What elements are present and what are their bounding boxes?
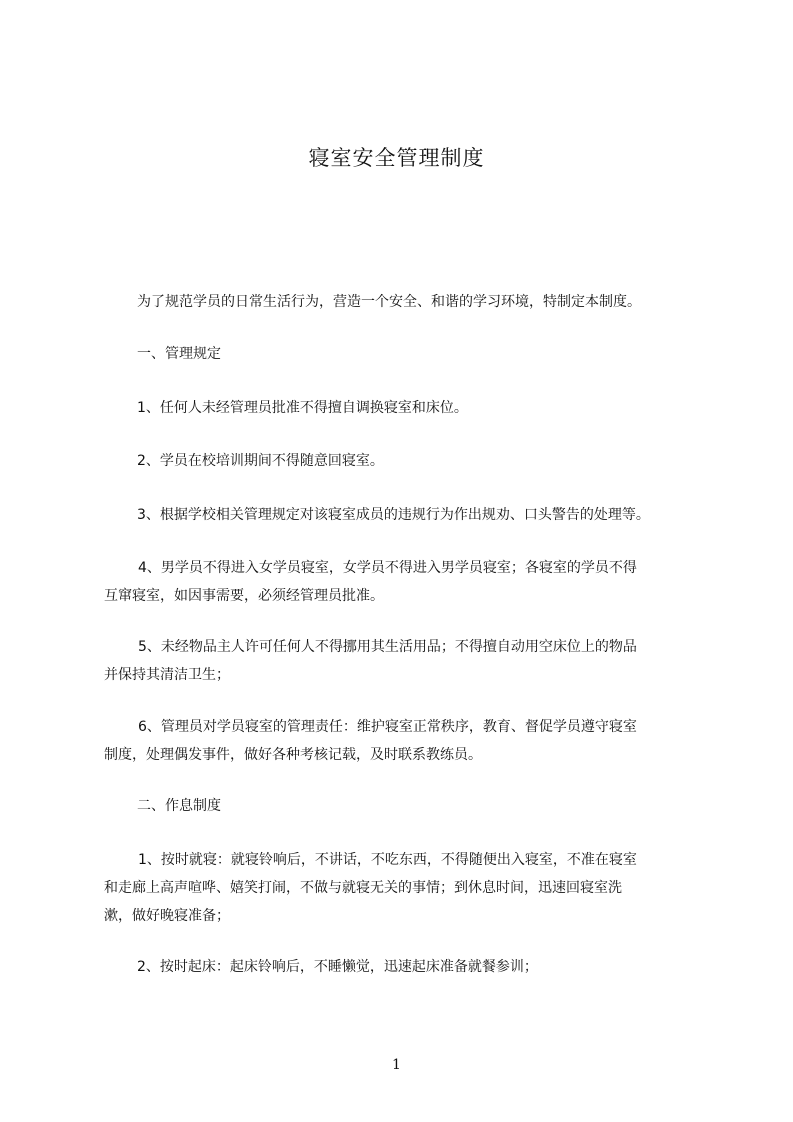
section-1-heading xyxy=(137,340,743,368)
document-title: 寝室安全管理制度 xyxy=(308,146,485,170)
section-heading-text: 一、管理规定 xyxy=(137,346,221,362)
section-heading-text: 二、作息制度 xyxy=(137,798,221,814)
rule-line: 漱，做好晚寝准备； xyxy=(104,908,230,924)
rule-1-3 xyxy=(137,501,743,529)
rule-1-6 xyxy=(104,713,710,769)
rule-line: 制度，处理偶发事件，做好各种考核记载，及时联系教练员。 xyxy=(104,747,482,763)
rule-line: 1、按时就寝：就寝铃响后，不讲话，不吃东西，不得随便出入寝室，不准在寝室 xyxy=(138,852,637,868)
rule-line: 2、按时起床：起床铃响后，不睡懒觉，迅速起床准备就餐参训； xyxy=(137,959,538,975)
rule-1-1 xyxy=(137,394,743,422)
rule-line: 3、根据学校相关管理规定对该寝室成员的违规行为作出规劝、口头警告的处理等。 xyxy=(137,507,650,523)
rule-line: 互窜寝室，如因事需要，必须经管理员批准。 xyxy=(104,588,384,604)
rule-line: 并保持其清洁卫生； xyxy=(104,667,230,683)
rule-line: 1、任何人未经管理员批准不得擅自调换寝室和床位。 xyxy=(137,400,468,416)
rule-line: 和走廊上高声喧哗、嬉笑打闹，不做与就寝无关的事情；到休息时间，迅速回寝室洗 xyxy=(104,880,622,896)
section-2-heading xyxy=(137,792,743,820)
intro-paragraph xyxy=(137,288,737,316)
rule-line: 5、未经物品主人许可任何人不得挪用其生活用品；不得擅自动用空床位上的物品 xyxy=(138,639,637,655)
rule-2-1 xyxy=(104,846,710,930)
rule-2-2 xyxy=(137,953,743,981)
rule-1-5 xyxy=(104,633,710,689)
intro-text: 为了规范学员的日常生活行为，营造一个安全、和谐的学习环境，特制定本制度。 xyxy=(137,294,641,310)
rule-1-2 xyxy=(137,447,743,475)
rule-line: 2、学员在校培训期间不得随意回寝室。 xyxy=(137,453,384,469)
rule-line: 6、管理员对学员寝室的管理责任：维护寝室正常秩序，教育、督促学员遵守寝室 xyxy=(138,719,637,735)
rule-line: 4、男学员不得进入女学员寝室，女学员不得进入男学员寝室；各寝室的学员不得 xyxy=(138,560,637,576)
rule-1-4 xyxy=(104,554,710,610)
page-number: 1 xyxy=(392,1057,401,1073)
